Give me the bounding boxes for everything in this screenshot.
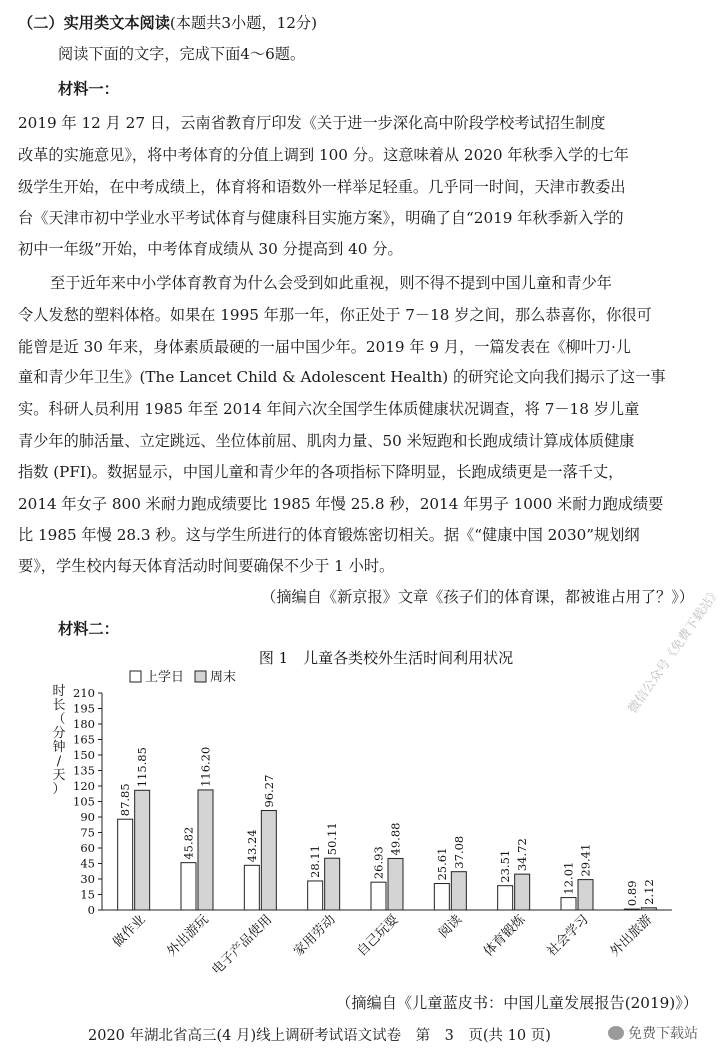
y-tick-label: 75 xyxy=(80,825,95,840)
data-label-weekday: 45.82 xyxy=(181,826,196,860)
x-tick-label: 外出游玩 xyxy=(164,912,212,960)
data-label-weekend: 49.88 xyxy=(388,822,403,856)
m1-line-10: 青少年的肺活量、立定跳远、坐位体前屈、肌肉力量、50 米短跑和长跑成绩计算成体质健康 xyxy=(18,432,635,450)
chart-title: 图 1 儿童各类校外生活时间利用状况 xyxy=(258,649,514,667)
m1-line-1: 改革的实施意见》，将中考体育的分值上调到 100 分。这意味着从 2020 年秋季入学的七年 xyxy=(18,146,629,164)
bar-weekend xyxy=(261,811,276,910)
m1-line-14: 要》，学生校内每天体育活动时间要确保不少于 1 小时。 xyxy=(18,557,395,575)
data-label-weekday: 25.61 xyxy=(434,847,449,881)
wechat-icon xyxy=(608,1026,624,1040)
bar-weekday xyxy=(561,898,576,910)
y-axis-label-char: 分 xyxy=(52,726,66,741)
data-label-weekday: 28.11 xyxy=(308,845,323,878)
m1-line-4: 初中一年级”开始，中考体育成绩从 30 分提高到 40 分。 xyxy=(18,240,403,258)
y-tick-label: 105 xyxy=(73,794,95,809)
bar-weekday xyxy=(308,881,323,910)
y-tick-label: 135 xyxy=(73,763,95,778)
section-title: （二）实用类文本阅读 xyxy=(18,14,170,32)
data-label-weekday: 0.89 xyxy=(624,880,639,907)
legend-swatch-weekend xyxy=(195,671,206,682)
y-tick-label: 120 xyxy=(73,779,95,793)
x-tick-label: 电子产品使用 xyxy=(209,912,276,978)
wechat-watermark: 微信公众号《免费下载站》 xyxy=(624,584,723,716)
data-label-weekend: 37.08 xyxy=(451,835,466,869)
y-tick-label: 45 xyxy=(80,856,95,871)
data-label-weekday: 87.85 xyxy=(118,783,133,817)
y-axis-label-char: 钟 xyxy=(52,740,66,755)
data-label-weekend: 96.27 xyxy=(261,774,276,808)
y-axis-label-char: ） xyxy=(52,782,66,797)
x-tick-label: 家用劳动 xyxy=(291,912,339,960)
data-label-weekend: 116.20 xyxy=(198,746,213,787)
m1-line-5: 至于近年来中小学体育教育为什么会受到如此重视，则不得不提到中国儿童和青少年 xyxy=(50,274,612,292)
m1-line-6: 令人发愁的塑料体格。如果在 1995 年那一年，你正处于 7－18 岁之间，那么恭喜你，你很可 xyxy=(18,306,652,324)
instruction: 阅读下面的文字，完成下面4～6题。 xyxy=(58,45,306,63)
bar-weekend xyxy=(515,874,530,910)
m1-line-2: 级学生开始，在中考成绩上，体育将和语数外一样举足轻重。几乎同一时间，天津市教委出 xyxy=(18,178,626,196)
corner-watermark-text: 免费下载站 xyxy=(628,1026,698,1042)
y-axis-label-char: （ xyxy=(52,712,66,727)
y-tick-label: 210 xyxy=(73,686,95,700)
y-tick-label: 150 xyxy=(73,748,95,762)
bar-weekend xyxy=(578,880,593,910)
data-label-weekday: 43.24 xyxy=(244,829,259,863)
bar-weekend xyxy=(641,908,656,910)
y-tick-label: 90 xyxy=(80,810,95,824)
m1-line-7: 能曾是近 30 年来，身体素质最硬的一届中国少年。2019 年 9 月，一篇发表在《柳叶刀·儿 xyxy=(18,338,631,356)
bar-weekend xyxy=(388,858,403,910)
x-tick-label: 做作业 xyxy=(110,912,149,951)
y-tick-label: 0 xyxy=(87,903,95,917)
data-label-weekday: 26.93 xyxy=(371,846,386,880)
data-label-weekend: 2.12 xyxy=(641,879,656,905)
x-tick-label: 阅读 xyxy=(436,912,466,942)
bar-weekday xyxy=(434,884,449,910)
bar-weekday xyxy=(118,819,133,910)
x-tick-label: 体育锻炼 xyxy=(481,912,529,960)
bar-weekend xyxy=(135,790,150,910)
y-tick-label: 195 xyxy=(73,701,95,716)
data-label-weekday: 23.51 xyxy=(498,849,513,883)
legend-label-weekend: 周末 xyxy=(210,670,237,685)
y-axis-label-char: 时 xyxy=(52,684,66,699)
m1-line-13: 比 1985 年慢 28.3 秒。这与学生所进行的体育锻炼密切相关。据《“健康中国 2030”规划纲 xyxy=(18,526,640,544)
legend-label-weekday: 上学日 xyxy=(145,670,185,685)
legend-swatch-weekday xyxy=(130,671,141,682)
m1-source: （摘编自《新京报》文章《孩子们的体育课，都被谁占用了？》） xyxy=(261,588,694,606)
y-tick-label: 30 xyxy=(80,872,95,886)
y-axis-label-char: / xyxy=(56,754,62,769)
x-tick-label: 自己玩耍 xyxy=(354,912,402,960)
y-axis-label-char: 天 xyxy=(52,768,66,783)
y-tick-label: 60 xyxy=(80,841,95,855)
material2-label: 材料二： xyxy=(58,620,119,638)
bar-weekday xyxy=(371,882,386,910)
m1-line-12: 2014 年女子 800 米耐力跑成绩要比 1985 年慢 25.8 秒，2014 年男子 1000 米耐力跑成绩要 xyxy=(18,495,664,513)
y-tick-label: 180 xyxy=(73,717,95,731)
bar-weekend xyxy=(325,858,340,910)
data-label-weekday: 12.01 xyxy=(561,861,576,895)
data-label-weekend: 50.11 xyxy=(325,822,340,856)
bar-weekday xyxy=(244,865,259,910)
corner-watermark xyxy=(608,1023,698,1043)
y-tick-label: 165 xyxy=(73,732,95,747)
section-note: (本题共3小题，12分) xyxy=(169,14,318,32)
x-tick-label: 外出旅游 xyxy=(607,912,656,960)
bar-weekend xyxy=(198,790,213,910)
material1-label: 材料一： xyxy=(58,80,119,98)
bar-weekend xyxy=(451,872,466,910)
bar-weekday xyxy=(624,909,639,910)
m1-line-8: 童和青少年卫生》(The Lancet Child & Adolescent Health) 的研究论文向我们揭示了这一事 xyxy=(18,368,666,386)
m2-source: （摘编自《儿童蓝皮书：中国儿童发展报告(2019)》） xyxy=(336,994,698,1012)
m1-line-11: 指数 (PFI)。数据显示，中国儿童和青少年的各项指标下降明显，长跑成绩更是一落千丈， xyxy=(18,463,624,481)
bar-weekday xyxy=(181,863,196,910)
m1-line-9: 实。科研人员利用 1985 年至 2014 年间六次全国学生体质健康状况调查，将 7－18 岁儿童 xyxy=(18,400,640,418)
m1-line-3: 台《天津市初中学业水平考试体育与健康科目实施方案》，明确了自“2019 年秋季新入学的 xyxy=(18,209,624,227)
x-tick-label: 社会学习 xyxy=(544,912,592,960)
data-label-weekend: 29.41 xyxy=(578,843,593,877)
m1-line-0: 2019 年 12 月 27 日，云南省教育厅印发《关于进一步深化高中阶段学校考试招生制度 xyxy=(18,114,606,132)
data-label-weekend: 115.85 xyxy=(135,747,150,788)
bar-weekday xyxy=(498,886,513,910)
page-footer: 2020 年湖北省高三(4 月)线上调研考试语文试卷 第 3 页(共 10 页) xyxy=(88,1028,551,1044)
data-label-weekend: 34.72 xyxy=(515,838,530,872)
y-tick-label: 15 xyxy=(80,887,95,902)
y-axis-label-char: 长 xyxy=(52,698,66,713)
